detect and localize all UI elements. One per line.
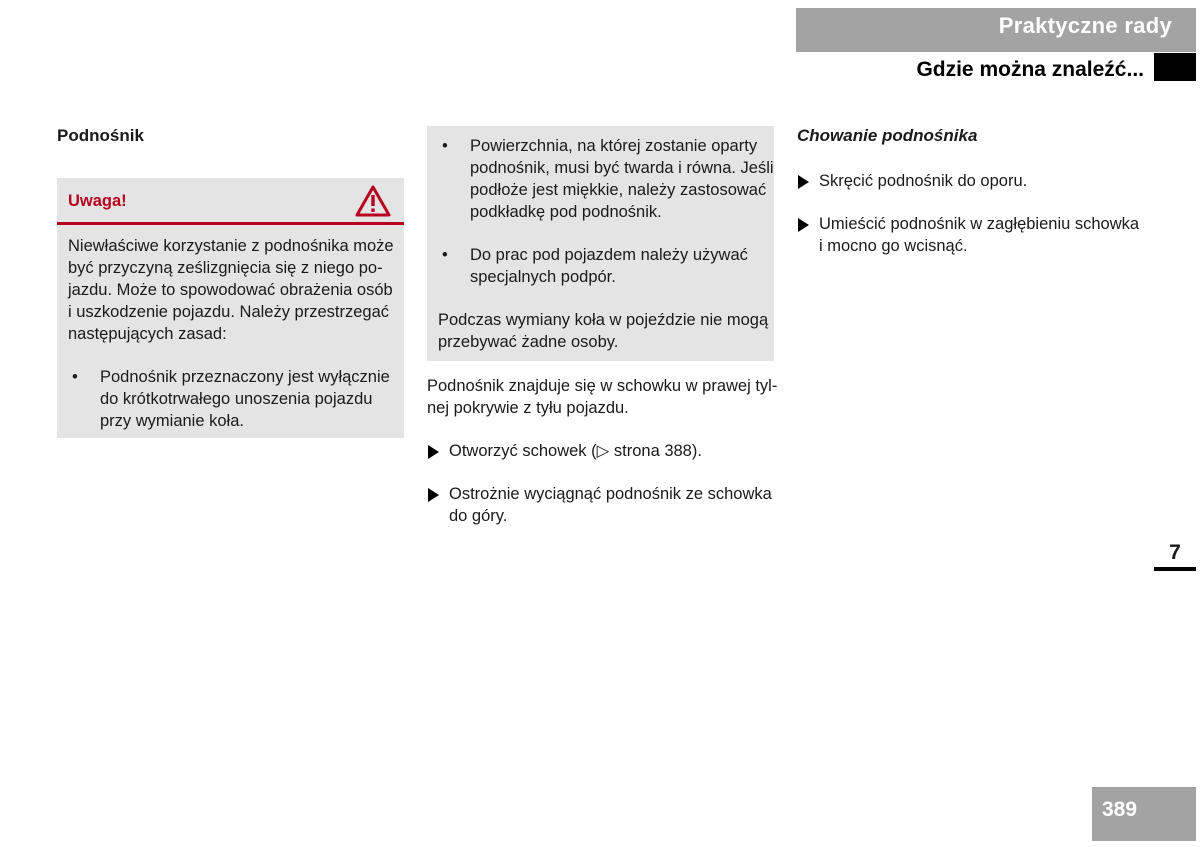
warning-divider bbox=[57, 222, 404, 225]
step-place-jack bbox=[797, 213, 1139, 257]
subtitle-marker bbox=[1154, 53, 1196, 81]
step-text: do góry. bbox=[449, 507, 508, 525]
chapter-number: 7 bbox=[1169, 541, 1181, 564]
warning-line: następujących zasad: bbox=[68, 325, 227, 343]
warning-line: być przyczyną ześlizgnięcia się z niego po- bbox=[68, 259, 383, 277]
jack-location-paragraph bbox=[427, 375, 777, 419]
warning-text bbox=[68, 235, 394, 345]
step-text: Ostrożnie wyciągnąć podnośnik ze schowka bbox=[449, 485, 772, 503]
bullet-line: podłoże jest miękkie, należy zastosować bbox=[470, 181, 767, 199]
step-arrow-icon bbox=[427, 440, 449, 462]
bullet-line: Podnośnik przeznaczony jest wyłącznie bbox=[100, 368, 390, 386]
bullet-line: podnośnik, musi być twarda i równa. Jeśli bbox=[470, 159, 774, 177]
paragraph-line: Podnośnik znajduje się w schowku w prawej tyl- bbox=[427, 377, 778, 395]
warning-title: Uwaga! bbox=[68, 192, 127, 210]
bullet-line: do krótkotrwałego unoszenia pojazdu bbox=[100, 390, 373, 408]
step-arrow-icon bbox=[797, 170, 819, 192]
bullet-dot: • bbox=[442, 137, 448, 155]
warning-line: Niewłaściwe korzystanie z podnośnika może bbox=[68, 237, 394, 255]
jack-heading: Podnośnik bbox=[57, 126, 144, 145]
warning-box bbox=[57, 178, 404, 438]
section-title: Praktyczne rady bbox=[998, 13, 1172, 38]
continued-warning-box bbox=[427, 126, 774, 361]
warning-bullet bbox=[438, 135, 774, 223]
stowing-jack-heading: Chowanie podnośnika bbox=[797, 126, 978, 145]
page-number-box bbox=[1092, 787, 1196, 841]
bullet-line: Powierzchnia, na której zostanie oparty bbox=[470, 137, 758, 155]
warning-line: jazdu. Może to spowodować obrażenia osób bbox=[68, 281, 393, 299]
step-arrow-icon bbox=[797, 213, 819, 235]
bullet-line: przy wymianie koła. bbox=[100, 412, 244, 430]
section-header-bar bbox=[796, 8, 1196, 52]
step-open-compartment bbox=[427, 440, 702, 462]
warning-note bbox=[438, 309, 768, 353]
paragraph-line: nej pokrywie z tyłu pojazdu. bbox=[427, 399, 629, 417]
step-text: Skręcić podnośnik do oporu. bbox=[819, 172, 1028, 190]
bullet-line: Do prac pod pojazdem należy używać bbox=[470, 246, 748, 264]
page-number: 389 bbox=[1102, 798, 1138, 821]
bullet-dot: • bbox=[72, 368, 78, 386]
bullet-dot: • bbox=[442, 246, 448, 264]
step-text: Umieścić podnośnik w zagłębieniu schowka bbox=[819, 215, 1140, 233]
warning-bullet bbox=[68, 366, 390, 432]
step-text: i mocno go wcisnąć. bbox=[819, 237, 968, 255]
bullet-line: podkładkę pod podnośnik. bbox=[470, 203, 662, 221]
warning-line: i uszkodzenie pojazdu. Należy przestrzegać bbox=[68, 303, 390, 321]
warning-bullet bbox=[438, 244, 748, 288]
chapter-underline bbox=[1154, 567, 1196, 571]
step-text: Otworzyć schowek (▷ strona 388). bbox=[449, 442, 702, 460]
note-line: Podczas wymiany koła w pojeździe nie mogą bbox=[438, 311, 769, 329]
page-subtitle: Gdzie można znaleźć... bbox=[916, 58, 1144, 81]
step-arrow-icon bbox=[427, 483, 449, 505]
note-line: przebywać żadne osoby. bbox=[438, 333, 619, 351]
warning-triangle-icon bbox=[355, 184, 391, 218]
step-remove-jack bbox=[427, 483, 772, 527]
step-screw-jack bbox=[797, 170, 1027, 192]
bullet-line: specjalnych podpór. bbox=[470, 268, 616, 286]
